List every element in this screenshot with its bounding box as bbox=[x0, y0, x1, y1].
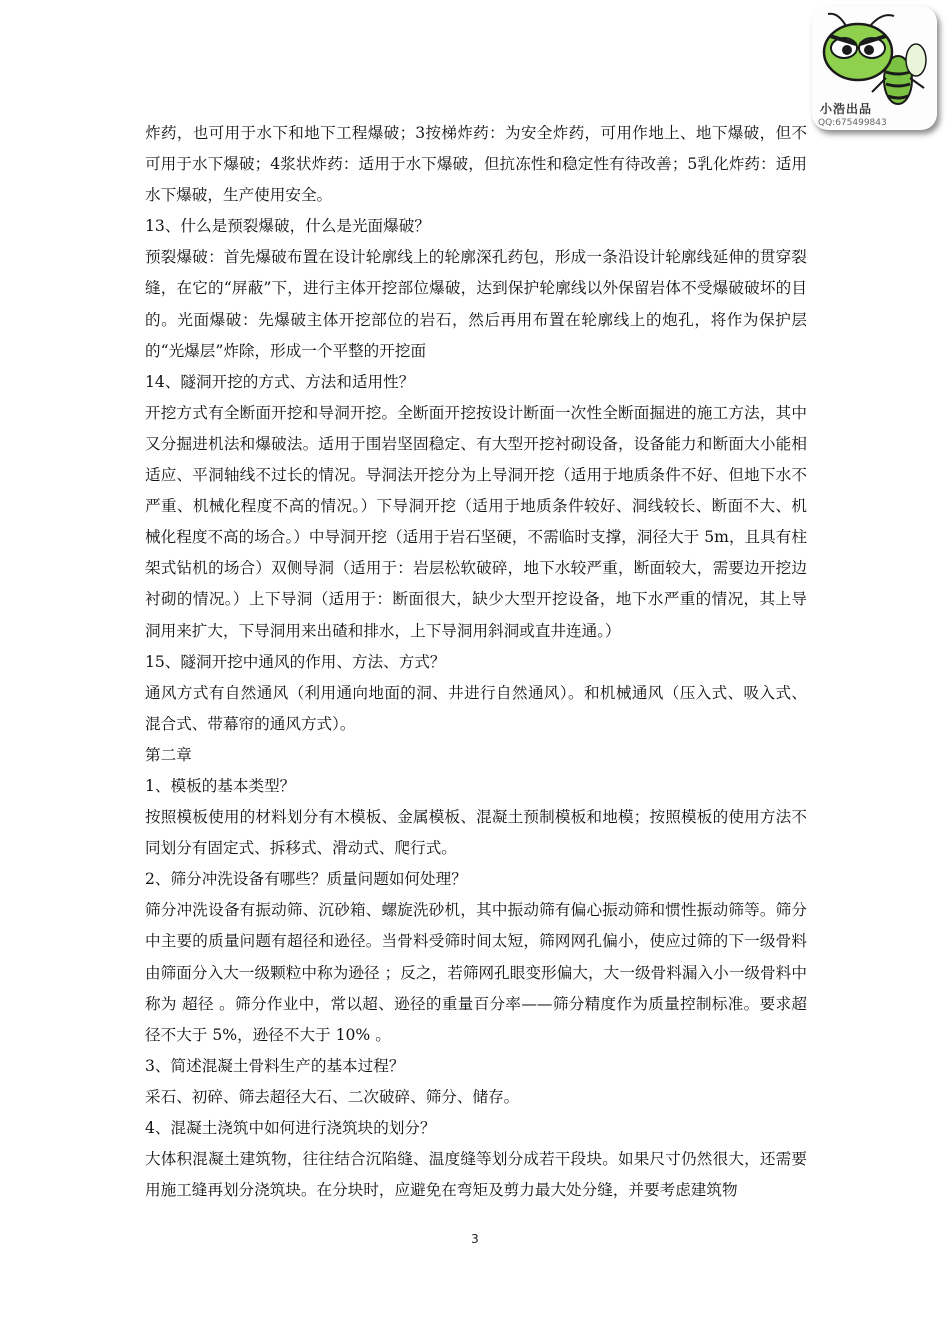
paragraph-explosives-continued: 炸药，也可用于水下和地下工程爆破；3按梯炸药：为安全炸药，可用作地上、地下爆破，但不可用于水下爆破；4浆状炸药：适用于水下爆破，但抗冻性和稳定性有待改善；5乳化炸药：适用水下爆破，生产使用安全。 bbox=[145, 124, 807, 205]
answer-14-paragraph: 开挖方式有全断面开挖和导洞开挖。全断面开挖按设计断面一次性全断面掘进的施工方法，其中又分掘进机法和爆破法。适用于围岩坚固稳定、有大型开挖衬砌设备，设备能力和断面大小能相适应、平洞轴线不过长的情况。导洞法开挖分为上导洞开挖（适用于地质条件不好、但地下水不严重、机械化程度不高的情况。）下导洞开挖（适用于地质条件较好、洞线较长、断面不大、机械化程度不高的场合。）中导洞开挖（适用于岩石坚硬，不需临时支撑，洞径大于 5m，且具有柱架式钻机的场合）双侧导洞（适用于：岩层松软破碎，地下水较严重，断面较大，需要边开挖边衬砌的情况。）上下导洞（适用于：断面很大，缺少大型开挖设备，地下水严重的情况，其上导洞用来扩大，下导洞用来出碴和排水，上下导洞用斜洞或直井连通。） bbox=[145, 403, 807, 640]
chapter2-answer-4-paragraph: 大体积混凝土建筑物，往往结合沉陷缝、温度缝等划分成若干段块。如果尺寸仍然很大，还需要用施工缝再划分浇筑块。在分块时，应避免在弯矩及剪力最大处分缝，并要考虑建筑物 bbox=[145, 1150, 807, 1200]
chapter2-question-1-heading: 1、模板的基本类型？ bbox=[145, 776, 296, 795]
question-14-heading: 14、隧洞开挖的方式、方法和适用性？ bbox=[145, 372, 415, 391]
chapter2-question-4-heading: 4、混凝土浇筑中如何进行浇筑块的划分？ bbox=[145, 1119, 436, 1137]
chapter2-answer-2-paragraph: 筛分冲洗设备有振动筛、沉砂箱、螺旋洗砂机，其中振动筛有偏心振动筛和惯性振动筛等。筛分中主要的质量问题有超径和逊径。当骨料受筛时间太短，筛网网孔偏小，使应过筛的下一级骨料由筛面分入大一级颗粒中称为逊径 ；反之，若筛网孔眼变形偏大，大一级骨料漏入小一级骨料中称为 超径 。筛分作业中，常以超、逊径的重量百分率——筛分精度作为质量控制标准。要求超径不大于 5%，逊径不大于 10% 。 bbox=[145, 901, 807, 1044]
brand-logo bbox=[812, 6, 937, 130]
question-15-heading: 15、隧洞开挖中通风的作用、方法、方式？ bbox=[145, 652, 446, 671]
answer-13-paragraph: 预裂爆破：首先爆破布置在设计轮廓线上的轮廓深孔药包，形成一条沿设计轮廓线延伸的贯穿裂缝，在它的“屏蔽”下，进行主体开挖部位爆破，达到保护轮廓线以外保留岩体不受爆破破坏的目的。光面爆破：先爆破主体开挖部位的岩石，然后再用布置在轮廓线上的炮孔，将作为保护层的“光爆层”炸除，形成一个平整的开挖面 bbox=[145, 248, 807, 360]
chapter2-question-3-heading: 3、简述混凝土骨料生产的基本过程？ bbox=[145, 1056, 405, 1075]
document-body bbox=[145, 118, 807, 1206]
logo-brand-text: 小浩出品 bbox=[820, 102, 873, 116]
answer-15-paragraph: 通风方式有自然通风（利用通向地面的洞、井进行自然通风）。和机械通风（压入式、吸入式、混合式、带幕帘的通风方式）。 bbox=[145, 683, 807, 733]
chapter2-answer-3-paragraph: 采石、初碎、筛去超径大石、二次破碎、筛分、储存。 bbox=[145, 1087, 520, 1106]
page-number: 3 bbox=[471, 1232, 479, 1246]
logo-qq-text: QQ:675499843 bbox=[818, 118, 887, 128]
chapter2-answer-1-paragraph: 按照模板使用的材料划分有木模板、金属模板、混凝土预制模板和地模；按照模板的使用方法不同划分有固定式、拆移式、滑动式、爬行式。 bbox=[145, 808, 807, 858]
question-13-heading: 13、什么是预裂爆破，什么是光面爆破？ bbox=[145, 217, 430, 236]
chapter-heading: 第二章 bbox=[145, 745, 192, 764]
chapter2-question-2-heading: 2、筛分冲洗设备有哪些？质量问题如何处理？ bbox=[145, 870, 467, 889]
